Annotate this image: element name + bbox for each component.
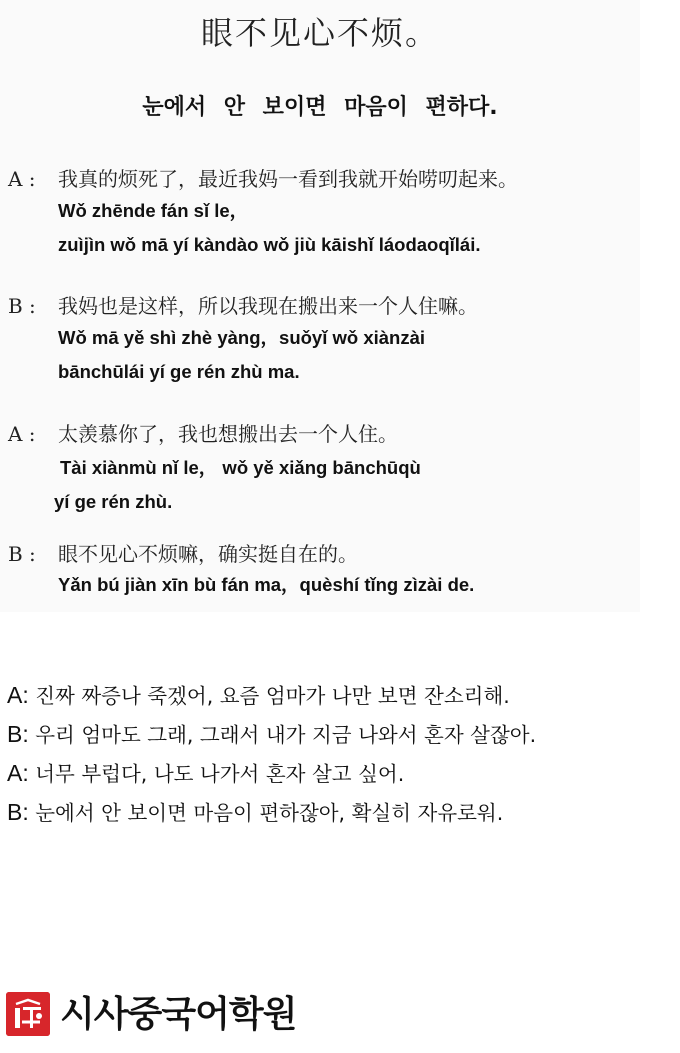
pinyin-text: bānchūlái yí ge rén zhù ma. (58, 361, 300, 382)
dialogue-line-1 (8, 163, 638, 262)
chinese-text: 我妈也是这样，所以我现在搬出来一个人住嘛。 (58, 294, 478, 318)
speaker-label: A : (8, 167, 36, 191)
translation-row (7, 793, 677, 832)
translation-text: 우리 엄마도 그래, 그래서 내가 지금 나와서 혼자 살잖아. (28, 723, 537, 747)
chinese-text: 我真的烦死了，最近我妈一看到我就开始唠叨起来。 (58, 167, 518, 191)
sisa-logo-icon (6, 992, 50, 1036)
pinyin-text: Wǒ zhēnde fán sǐ le， (58, 200, 249, 221)
speaker-label: B : (8, 542, 36, 566)
pinyin-text: Tài xiànmù nǐ le， wǒ yě xiǎng bānchūqù (60, 457, 421, 478)
brand-name: 시사중국어학원 (60, 994, 297, 1035)
translation-text: 너무 부럽다, 나도 나가서 혼자 살고 싶어. (28, 762, 405, 786)
chinese-text: 眼不见心不烦嘛，确实挺自在的。 (58, 542, 358, 566)
translation-row (7, 754, 677, 793)
chinese-text: 太羡慕你了，我也想搬出去一个人住。 (58, 422, 398, 446)
translation-row (7, 715, 677, 754)
speaker-label: B: (7, 799, 29, 825)
speaker-label: A: (7, 682, 29, 708)
dialogue-line-2 (8, 290, 638, 389)
pinyin-text: Yǎn bú jiàn xīn bù fán ma，quèshí tǐng zìzài de. (58, 574, 475, 595)
title-chinese: 眼不见心不烦。 (200, 14, 439, 52)
translation-text: 진짜 짜증나 죽겠어, 요즘 엄마가 나만 보면 잔소리해. (28, 684, 510, 708)
dialogue-line-3 (8, 418, 638, 519)
pinyin-text: zuìjìn wǒ mā yí kàndào wǒ jiù kāishǐ láodaoqǐlái. (58, 234, 481, 255)
speaker-label: A: (7, 760, 29, 786)
speaker-label: A : (8, 422, 36, 446)
translation-text: 눈에서 안 보이면 마음이 편하잖아, 확실히 자유로워. (28, 801, 504, 825)
speaker-label: B : (8, 294, 36, 318)
translation-row (7, 676, 677, 715)
title-korean: 눈에서 안 보이면 마음이 편하다. (142, 95, 498, 120)
speaker-label: B: (7, 721, 29, 747)
pinyin-text: Wǒ mā yě shì zhè yàng，suǒyǐ wǒ xiànzài (58, 327, 426, 348)
dialogue-line-4 (8, 538, 638, 603)
pinyin-text: yí ge rén zhù. (54, 491, 173, 512)
korean-translation (7, 676, 677, 832)
